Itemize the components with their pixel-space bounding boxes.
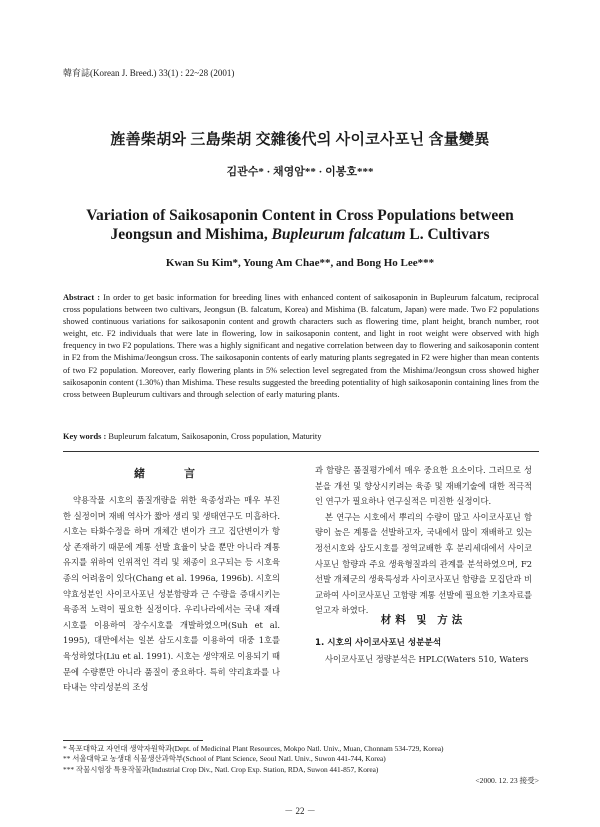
title-english-line1: Variation of Saikosaponin Content in Cross Populations between	[86, 207, 514, 224]
footnote-2: ** 서울대학교 농생대 식물생산과학부(School of Plant Science, Seoul Natl. Univ., Suwon 441-744, Korea)	[63, 754, 386, 764]
methods-paragraph-1: 사이코사포닌 정량분석은 HPLC(Waters 510, Waters	[325, 654, 529, 664]
introduction-left-column	[63, 493, 280, 696]
abstract	[63, 292, 539, 401]
intro-paragraph-2: 본 연구는 시호에서 뿌리의 수량이 많고 사이코사포닌 함량이 높은 계통을 선발하고자, 국내에서 많이 재배하고 있는 정선시호와 삼도시호를 정역교배한 후 분리세대에서 사이코사포닌 함량과 주요 생육형질과의 관계를 분석하였으며, F2 선발 개체군의 생육특성과 사이코사포닌 함량을 모집단과 비교하여 사이코사포닌 고함량 계통 선발에 필요한 기초자료를 얻고자 하였다.	[315, 511, 532, 616]
title-english-line2b: L. Cultivars	[405, 226, 490, 243]
authors-english: Kwan Su Kim*, Young Am Chae**, and Bong Ho Lee***	[165, 257, 435, 269]
abstract-text: In order to get basic information for breeding lines with enhanced content of saikosaponin in Bupleurum falcatum, reciprocal cross populations between two cultivars, Jeongsun (B. falcatum, Korea) and Mishima (B. falcatum, Japan) were made. Two F2 populations showed continuous variations for saikosaponin content and growth characters such as flowering time, plant height, branch number, root weight, etc. F2 individuals that were late in flowering, low in saikosaponin content, and light in root weight were observed with high frequency in two F2 populations. There was a highly significant and negative correlation between day to flowering and saikosaponin content in F2 from the Mishima/Jeongsun cross. The saikosaponin contents of early maturing plants segregated in F2 were higher than mean contents of two F2 population. Moreover, early flowering plants in 5% selection level segregated from the Mishima/Jeongsun cross showed higher saikosaponin content (1.30%) than Mishima. These results suggested the breeding potentiality of high saikosaponin containing lines from the cross between Bupleurum cultivars and through selection of early maturing plants.	[63, 293, 539, 399]
introduction-right-column	[315, 463, 532, 619]
section-divider	[63, 451, 539, 452]
section-heading-introduction: 緒 言	[134, 468, 209, 480]
title-english	[80, 206, 520, 244]
title-english-species: Bupleurum falcatum	[271, 226, 406, 243]
title-english-line2a: Jeongsun and Mishima,	[110, 226, 272, 243]
authors-korean: 김관수* · 채영암** · 이봉호***	[226, 166, 374, 178]
footnotes	[63, 744, 539, 775]
keywords	[63, 432, 539, 441]
footnote-1: * 목포대학교 자연대 생약자원학과(Dept. of Medicinal Plant Resources, Mokpo Natl. Univ., Muan, Chonnam 534-729, Korea)	[63, 744, 444, 753]
footnote-3: *** 작물시험장 특용작물과(Industrial Crop Div., Natl. Crop Exp. Station, RDA, Suwon 441-857, Korea)	[63, 764, 379, 774]
footnote-rule	[63, 740, 203, 741]
title-korean: 旌善柴胡와 三島柴胡 交雜後代의 사이코사포닌 含量變異	[110, 132, 490, 148]
page-number: － 22 －	[284, 806, 316, 816]
intro-paragraph-1: 약용작물 시호의 품질개량을 위한 육종성과는 매우 부진한 실정이며 재배 역사가 짧아 생리 및 생태연구도 미흡하다. 시호는 타화수정을 하며 개체간 변이가 크고 집단변이가 항상 존재하기 때문에 계통 선발 효율이 낮을 뿐만 아니라 계통유지를 위하여 인위적인 격리 및 채종이 요구되는 등 시호육종의 어려움이 있다(Chang et al. 1996a, 1996b). 시호의 약효성분인 사이코사포닌 성분함량과 근 수량을 증대시키는 육종적 노력이 필요한 실정이다. 우리나라에서는 국내 재래시호를 이용하여 장수시호를 개발하였으며(Suh et al. 1995), 대만에서는 일본 삼도시호를 이용하여 대중 1호를 육성하였다(Liu et al. 1991). 시호는 생약재로 이용되기 때문에 수량뿐만 아니라 품질이 중요하다. 특히 약리효과를 나타내는 약리성분의 조성	[63, 495, 280, 693]
abstract-label: Abstract :	[63, 293, 101, 302]
journal-citation: 韓育誌(Korean J. Breed.) 33(1) : 22~28 (2001)	[63, 68, 235, 78]
received-date: <2000. 12. 23 接受>	[475, 776, 539, 785]
methods-column	[315, 652, 532, 668]
intro-paragraph-continued: 과 함량은 품질평가에서 매우 중요한 요소이다. 그러므로 성분을 개선 및 향상시키려는 육종 및 재배기술에 대한 적극적인 연구가 필요하나 연구실적은 미진한 실정이다.	[315, 465, 532, 507]
keywords-text: Bupleurum falcatum, Saikosaponin, Cross population, Maturity	[106, 432, 322, 441]
section-heading-methods: 材料 및 方法	[380, 615, 467, 626]
keywords-label: Key words :	[63, 432, 107, 441]
subsection-heading-1: 1. 시호의 사이코사포닌 성분분석	[315, 638, 442, 648]
